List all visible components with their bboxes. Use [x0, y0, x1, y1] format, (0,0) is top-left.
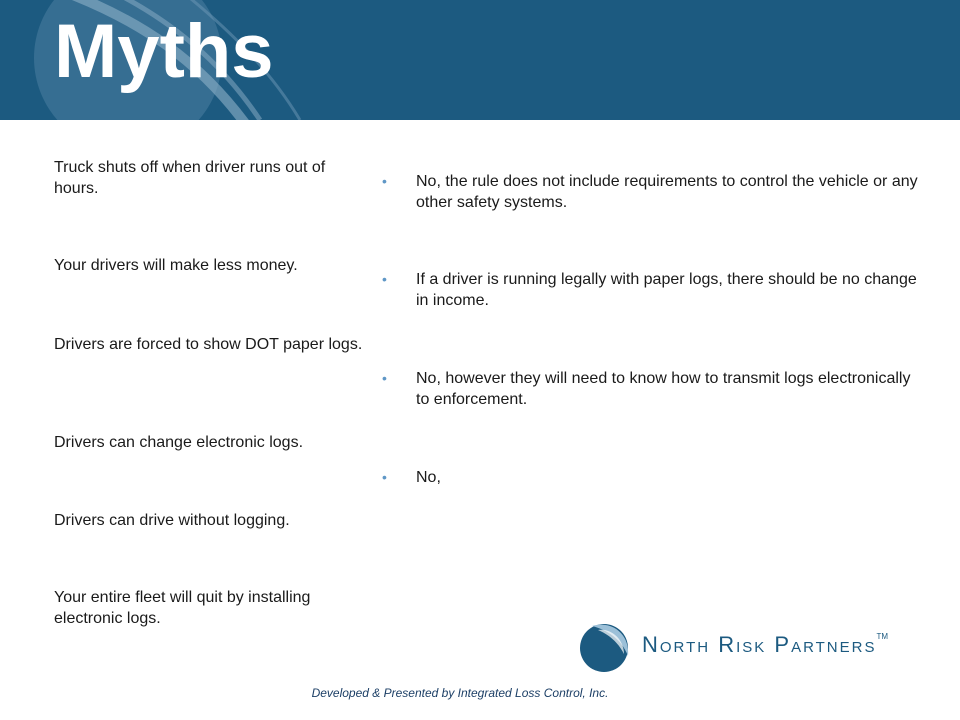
footer-credit: Developed & Presented by Integrated Loss Control, Inc.	[311, 686, 609, 700]
answer-item	[382, 467, 922, 488]
bullet-icon: •	[382, 370, 387, 386]
bullet-icon: •	[382, 271, 387, 287]
globe-logo-icon	[578, 618, 634, 674]
company-logo	[578, 618, 918, 674]
page-title: Myths	[54, 9, 274, 94]
answer-item	[382, 171, 922, 213]
answer-text: No, the rule does not include requirements to control the vehicle or any other safety systems.	[416, 173, 918, 211]
myth-item: Truck shuts off when driver runs out of hours.	[54, 159, 326, 197]
trademark-mark: TM	[876, 632, 889, 641]
answer-text: If a driver is running legally with paper logs, there should be no change in income.	[416, 271, 917, 309]
logo-name: North Risk Partners	[642, 632, 877, 657]
myth-item: Your drivers will make less money.	[54, 257, 298, 274]
bullet-icon: •	[382, 173, 387, 189]
myth-item: Your entire fleet will quit by installing electronic logs.	[54, 589, 311, 627]
answer-text: No,	[416, 469, 441, 486]
header-banner	[0, 0, 960, 120]
bullet-icon: •	[382, 469, 387, 485]
answer-item	[382, 368, 922, 410]
myth-item: Drivers can change electronic logs.	[54, 434, 304, 451]
logo-wordmark	[642, 632, 888, 658]
answer-text: No, however they will need to know how to transmit logs electronically to enforcement.	[416, 370, 911, 408]
answer-item	[382, 269, 922, 311]
myth-item: Drivers can drive without logging.	[54, 512, 290, 529]
myth-item: Drivers are forced to show DOT paper logs.	[54, 336, 363, 353]
